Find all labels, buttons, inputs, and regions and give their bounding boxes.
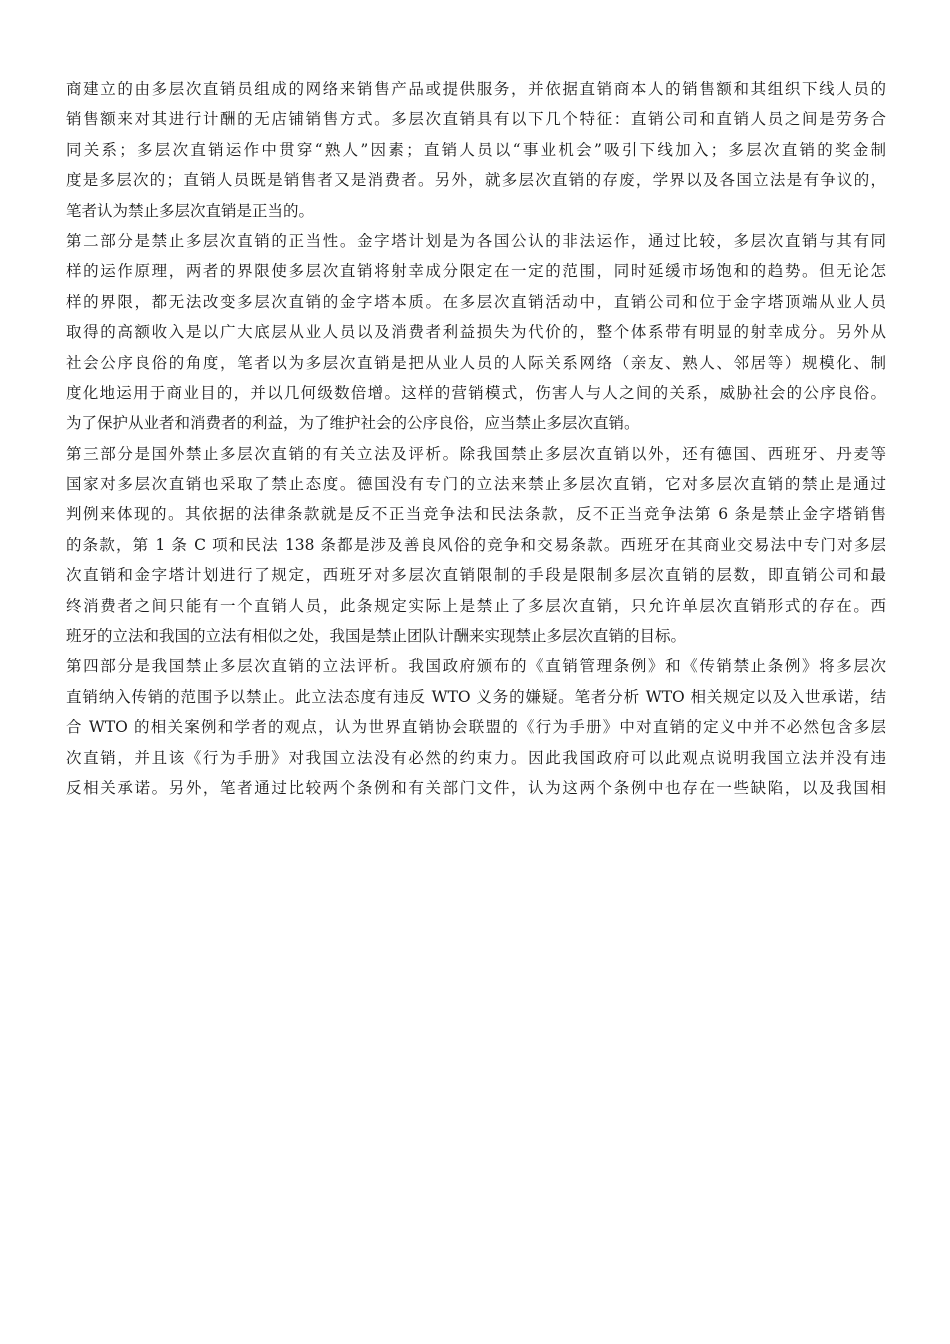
text-line: 商建立的由多层次直销员组成的网络来销售产品或提供服务，并依据直销商本人的销售额和其组织下线人员的 (66, 80, 886, 98)
paragraph-part-two (66, 226, 886, 439)
text-line: 笔者认为禁止多层次直销是正当的。 (66, 201, 315, 220)
body-text (66, 74, 886, 803)
text-line: 第三部分是国外禁止多层次直销的有关立法及评析。除我国禁止多层次直销以外，还有德国、西班牙、丹麦等 (66, 444, 886, 463)
paragraph-intro-continued (66, 74, 886, 226)
text-line: 终消费者之间只能有一个直销人员，此条规定实际上是禁止了多层次直销，只允许单层次直销形式的存在。西 (66, 596, 886, 615)
text-line: 为了保护从业者和消费者的利益，为了维护社会的公序良俗，应当禁止多层次直销。 (66, 414, 640, 433)
text-line: 判例来体现的。其依据的法律条款就是反不正当竞争法和民法条款，反不正当竞争法第 6 条是禁止金字塔销售 (66, 505, 886, 524)
paragraph-part-four (66, 651, 886, 803)
text-line: 合 WTO 的相关案例和学者的观点，认为世界直销协会联盟的《行为手册》中对直销的定义中并不必然包含多层 (66, 718, 886, 737)
text-line: 反相关承诺。另外，笔者通过比较两个条例和有关部门文件，认为这两个条例中也存在一些缺陷，以及我国相 (66, 778, 886, 797)
text-line: 次直销，并且该《行为手册》对我国立法没有必然的约束力。因此我国政府可以此观点说明我国立法并没有违 (66, 748, 886, 767)
text-line: 的条款，第 1 条 C 项和民法 138 条都是涉及善良风俗的竞争和交易条款。西班牙在其商业交易法中专门对多层 (66, 535, 886, 554)
text-line: 同关系；多层次直销运作中贯穿“熟人”因素；直销人员以“事业机会”吸引下线加入；多层次直销的奖金制 (66, 140, 886, 159)
text-line: 度化地运用于商业目的，并以几何级数倍增。这样的营销模式，伤害人与人之间的关系，威胁社会的公序良俗。 (66, 383, 886, 402)
text-line: 样的运作原理，两者的界限使多层次直销将射幸成分限定在一定的范围，同时延缓市场饱和的趋势。但无论怎 (66, 262, 886, 281)
text-line: 班牙的立法和我国的立法有相似之处，我国是禁止团队计酬来实现禁止多层次直销的目标。 (66, 627, 687, 646)
text-line: 第二部分是禁止多层次直销的正当性。金字塔计划是为各国公认的非法运作，通过比较，多层次直销与其有同 (66, 231, 886, 250)
text-line: 国家对多层次直销也采取了禁止态度。德国没有专门的立法来禁止多层次直销，它对多层次直销的禁止是通过 (66, 475, 886, 494)
text-line: 度是多层次的；直销人员既是销售者又是消费者。另外，就多层次直销的存废，学界以及各国立法是有争议的， (66, 171, 886, 190)
text-line: 社会公序良俗的角度，笔者以为多层次直销是把从业人员的人际关系网络（亲友、熟人、邻居等）规模化、制 (66, 353, 886, 372)
text-line: 第四部分是我国禁止多层次直销的立法评析。我国政府颁布的《直销管理条例》和《传销禁止条例》将多层次 (66, 657, 886, 676)
text-line: 取得的高额收入是以广大底层从业人员以及消费者利益损失为代价的，整个体系带有明显的射幸成分。另外从 (66, 323, 886, 342)
text-line: 直销纳入传销的范围予以禁止。此立法态度有违反 WTO 义务的嫌疑。笔者分析 WTO 相关规定以及入世承诺，结 (66, 687, 886, 706)
paragraph-part-three (66, 439, 886, 652)
text-line: 销售额来对其进行计酬的无店铺销售方式。多层次直销具有以下几个特征：直销公司和直销人员之间是劳务合 (66, 110, 886, 129)
text-line: 次直销和金字塔计划进行了规定，西班牙对多层次直销限制的手段是限制多层次直销的层数，即直销公司和最 (66, 566, 886, 585)
text-line: 样的界限，都无法改变多层次直销的金字塔本质。在多层次直销活动中，直销公司和位于金字塔顶端从业人员 (66, 292, 886, 311)
